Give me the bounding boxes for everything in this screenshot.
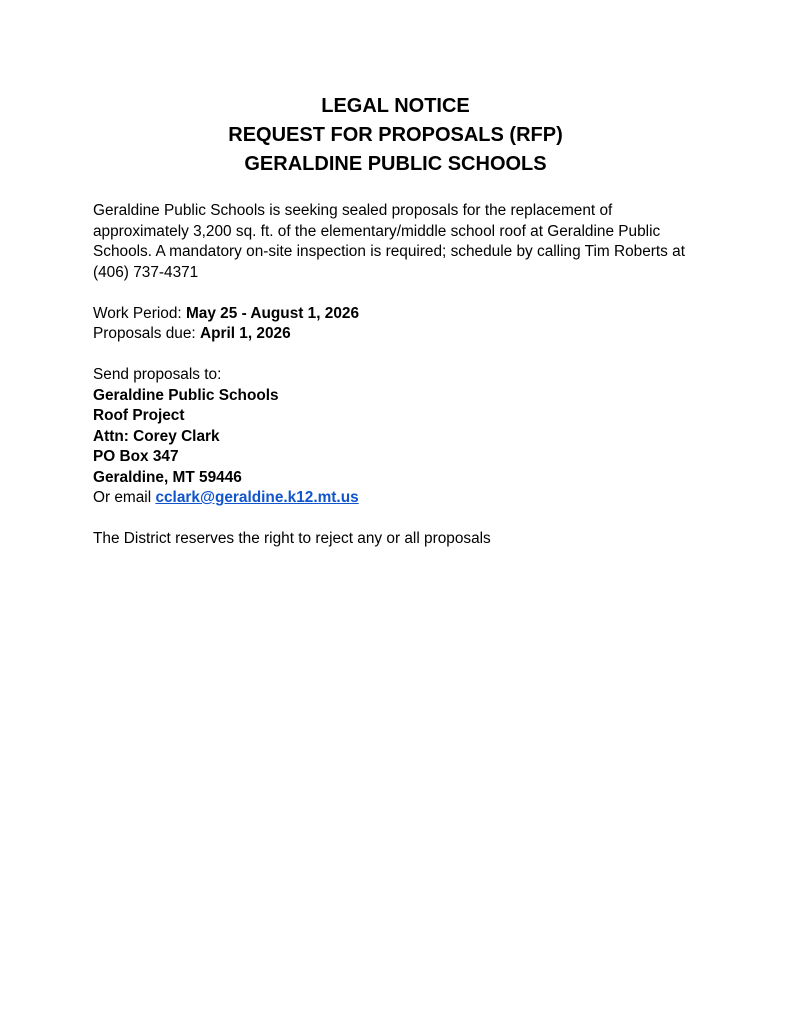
address-city-state-zip: Geraldine, MT 59446: [93, 468, 242, 486]
closing-text: The District reserves the right to reject any or all proposals: [93, 530, 491, 547]
work-period-label: Work Period:: [93, 304, 186, 322]
notice-body: [93, 201, 713, 570]
intro-line-1: Geraldine Public Schools is seeking sealed proposals for the replacement of: [93, 202, 613, 219]
proposals-due-value: April 1, 2026: [199, 325, 291, 342]
address-paragraph: [93, 365, 713, 509]
send-to-label: Send proposals to:: [93, 366, 222, 383]
notice-organization: GERALDINE PUBLIC SCHOOLS: [244, 153, 547, 175]
address-project: Roof Project: [93, 407, 185, 424]
notice-title: LEGAL NOTICE: [321, 95, 470, 117]
dates-paragraph: [93, 304, 713, 345]
intro-line-2: approximately 3,200 sq. ft. of the elementary/middle school roof at Geraldine Public: [93, 222, 661, 240]
intro-line-4: (406) 737-4371: [93, 263, 199, 281]
work-period-value: May 25 - August 1, 2026: [185, 304, 360, 322]
address-organization: Geraldine Public Schools: [93, 386, 279, 404]
work-period-line: [93, 304, 713, 325]
address-attention: Attn: Corey Clark: [93, 427, 220, 445]
email-link[interactable]: cclark@geraldine.k12.mt.us: [155, 489, 359, 506]
intro-line-3: Schools. A mandatory on-site inspection is required; schedule by calling Tim Roberts at: [93, 243, 685, 260]
email-prefix: Or email: [93, 489, 156, 506]
address-po-box: PO Box 347: [93, 448, 179, 465]
proposals-due-label: Proposals due:: [93, 325, 200, 342]
notice-subtitle: REQUEST FOR PROPOSALS (RFP): [228, 124, 563, 146]
proposals-due-line: [93, 324, 713, 345]
intro-paragraph: [93, 201, 713, 283]
notice-header: [0, 92, 791, 179]
closing-paragraph: [93, 529, 713, 550]
email-line: [93, 488, 713, 509]
